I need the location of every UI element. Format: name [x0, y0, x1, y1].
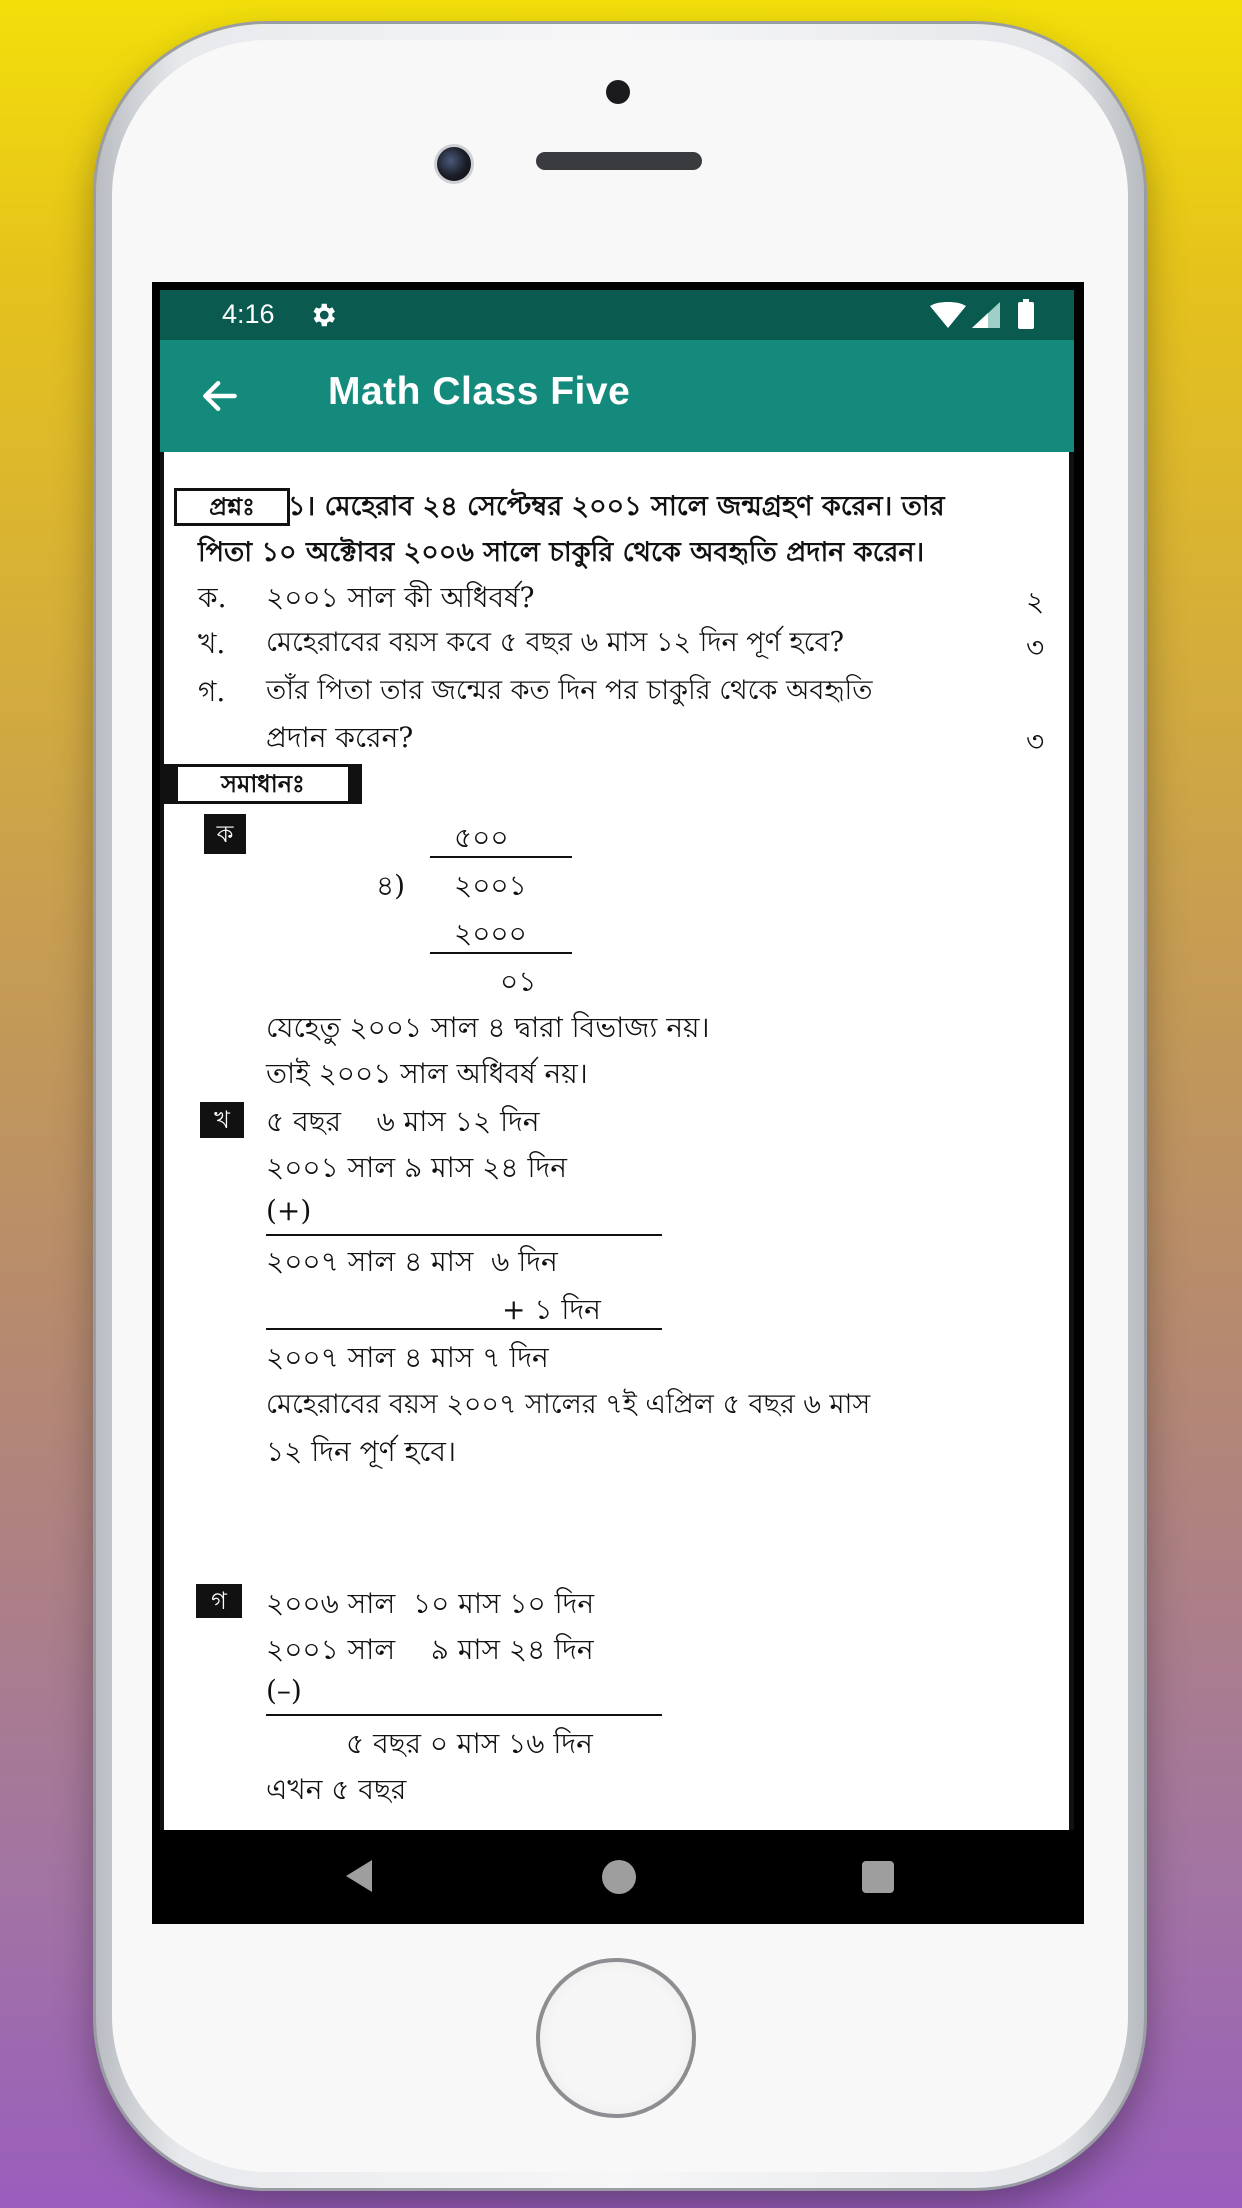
nav-home-icon[interactable]	[602, 1860, 636, 1894]
question-line-2: পিতা ১০ অক্টোবর ২০০৬ সালে চাকুরি থেকে অবহৃতি প্রদান করেন।	[198, 537, 925, 568]
kha-row-4: ২০০৭ সাল ৪ মাস ৭ দিন	[266, 1341, 549, 1374]
solution-ka-label: ক	[204, 814, 246, 854]
worksheet-page	[160, 452, 1074, 1830]
arrow-left-icon[interactable]	[198, 374, 242, 418]
division-remainder: ০১	[500, 965, 537, 998]
ga-rule	[266, 1714, 662, 1716]
part-ka-prefix: ক.	[198, 581, 227, 614]
front-camera	[434, 144, 474, 184]
kha-conclusion-1: মেহেরাবের বয়স ২০০৭ সালের ৭ই এপ্রিল ৫ বছর ৬ মাস	[266, 1389, 871, 1420]
ka-conclusion-2: তাই ২০০১ সাল অধিবর্ষ নয়।	[266, 1057, 588, 1090]
ga-row-4: এখন ৫ বছর	[266, 1773, 407, 1806]
solution-kha-label: খ	[200, 1102, 244, 1138]
question-label: প্রশ্নঃ	[174, 488, 290, 526]
kha-row-1: ৫ বছর ৬ মাস ১২ দিন	[266, 1105, 540, 1138]
part-ga-line-1: তাঁর পিতা তার জন্মের কত দিন পর চাকুরি থেকে অবহৃতি	[266, 675, 873, 706]
gear-icon	[308, 300, 338, 330]
part-ga-marks: ৩	[1026, 725, 1045, 758]
phone-screen	[152, 282, 1084, 1924]
app-bar	[160, 340, 1074, 452]
division-rule-top	[430, 856, 572, 858]
nav-recent-icon[interactable]	[862, 1861, 894, 1893]
ga-row-1: ২০০৬ সাল ১০ মাস ১০ দিন	[266, 1587, 595, 1620]
ga-row-2: ২০০১ সাল ৯ মাস ২৪ দিন	[266, 1633, 594, 1666]
worksheet-viewer[interactable]	[160, 452, 1074, 1830]
kha-rule-1	[266, 1234, 662, 1236]
status-bar	[160, 290, 1074, 340]
battery-icon	[1018, 299, 1034, 329]
division-subtract: ২০০০	[454, 917, 527, 950]
kha-conclusion-2: ১২ দিন পূর্ণ হবে।	[266, 1435, 457, 1468]
division-divisor: ৪)	[376, 869, 406, 902]
part-kha-prefix: খ.	[198, 627, 226, 660]
division-quotient: ৫০০	[454, 821, 509, 854]
kha-operator: (+)	[266, 1194, 312, 1227]
kha-row-3: ২০০৭ সাল ৪ মাস ৬ দিন	[266, 1245, 558, 1278]
earpiece-speaker	[536, 152, 702, 170]
part-kha-marks: ৩	[1026, 631, 1045, 664]
part-ga-line-2: প্রদান করেন?	[266, 721, 414, 754]
part-ka-text: ২০০১ সাল কী অধিবর্ষ?	[266, 581, 535, 614]
part-ga-prefix: গ.	[198, 675, 226, 708]
ga-row-3: ৫ বছর ০ মাস ১৬ দিন	[346, 1727, 593, 1760]
ga-operator: (–)	[266, 1674, 302, 1707]
proximity-sensor	[606, 80, 630, 104]
solution-label: সমাধানঃ	[164, 764, 362, 804]
kha-rule-2	[266, 1328, 662, 1330]
status-time: 4:16	[222, 299, 275, 329]
nav-back-icon[interactable]	[342, 1858, 378, 1894]
home-button[interactable]	[536, 1958, 696, 2118]
part-kha-text: মেহেরাবের বয়স কবে ৫ বছর ৬ মাস ১২ দিন পূর্ণ হবে?	[266, 627, 845, 658]
navigation-bar	[152, 1830, 1084, 1924]
kha-row-2: ২০০১ সাল ৯ মাস ২৪ দিন	[266, 1151, 567, 1184]
ka-conclusion-1: যেহেতু ২০০১ সাল ৪ দ্বারা বিভাজ্য নয়।	[266, 1011, 710, 1044]
solution-ga-label: গ	[196, 1584, 242, 1618]
wifi-icon	[930, 302, 966, 328]
kha-add-one-day: + ১ দিন	[502, 1293, 601, 1326]
division-dividend: ২০০১	[454, 869, 527, 902]
division-rule-bottom	[430, 952, 572, 954]
app-title: Math Class Five	[328, 370, 631, 413]
question-line-1: ১। মেহেরাব ২৪ সেপ্টেম্বর ২০০১ সালে জন্মগ্রহণ করেন। তার	[288, 491, 945, 522]
part-ka-marks: ২	[1026, 585, 1045, 618]
signal-icon	[972, 302, 1000, 328]
